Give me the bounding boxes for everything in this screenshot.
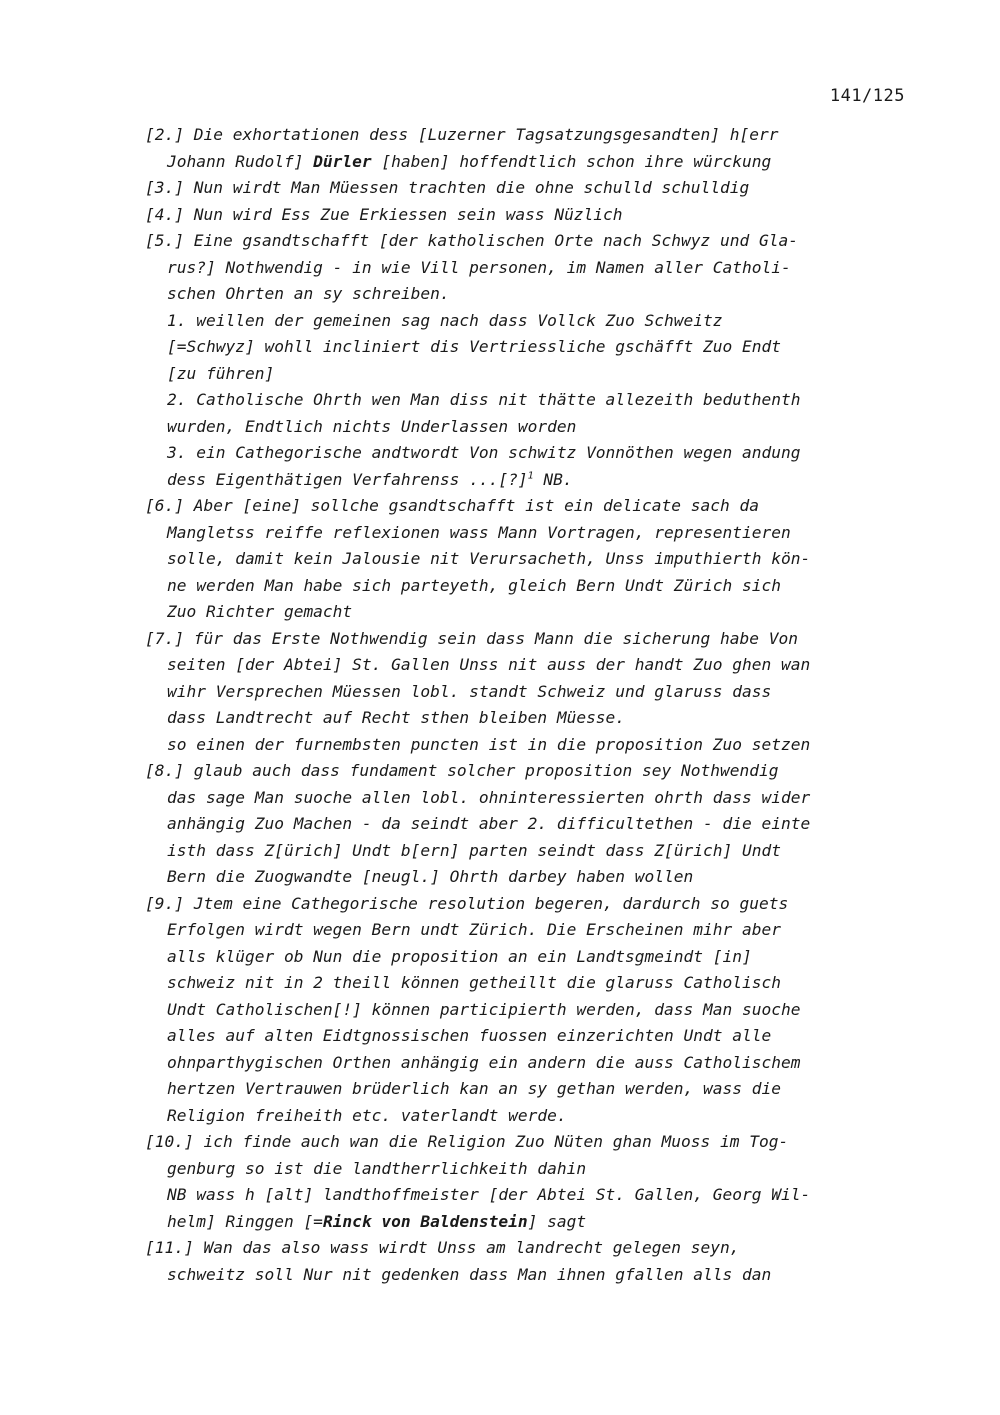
entry-line: ne werden Man habe sich parteyeth, gleich Bern Undt Zürich sich	[167, 575, 781, 595]
entry-line: [10.] ich finde auch wan die Religion Zuo Nüten ghan Muoss im Tog-	[145, 1132, 789, 1151]
entry-line: anhängig Zuo Machen - da seindt aber 2. difficultethen - die einte	[167, 814, 811, 833]
text-span: [haben] hoffendtlich schon ihre würckung	[371, 151, 772, 171]
entry-10	[145, 1129, 925, 1235]
entry-line: wurden, Endtlich nichts Underlassen worden	[167, 416, 577, 436]
entry-line: solle, damit kein Jalousie nit Verursacheth, Unss imputhierth kön-	[167, 549, 811, 568]
entry-line: Mangletss reiffe reflexionen wass Mann Vortragen, representieren	[167, 522, 791, 542]
entry-line: [11.] Wan das also wass wirdt Unss am landrecht gelegen seyn,	[145, 1238, 740, 1257]
text-span: dess Eigenthätigen Verfahrenss ...[?]	[167, 469, 528, 489]
entry-line: Erfolgen wirdt wegen Bern undt Zürich. Die Erscheinen mihr aber	[167, 920, 781, 939]
entry-3: [3.] Nun wirdt Man Müessen trachten die ohne schulld schulldig	[145, 178, 750, 197]
entry-line	[145, 149, 925, 176]
entry-line: 2. Catholische Ohrth wen Man diss nit thätte allezeith beduthenth	[167, 390, 801, 409]
entry-line: seiten [der Abtei] St. Gallen Unss nit auss der handt Zuo ghen wan	[167, 655, 811, 674]
entry-2	[145, 122, 925, 175]
entry-line: ohnparthygischen Orthen anhängig ein andern die auss Catholischem	[167, 1052, 801, 1072]
entry-line: dass Landtrecht auf Recht sthen bleiben Müesse.	[167, 708, 626, 727]
person-name-bold: Rinck von Baldenstein	[322, 1211, 528, 1231]
entry-line: [7.] für das Erste Nothwendig sein dass Mann die sicherung habe Von	[145, 628, 798, 648]
entry-line: [8.] glaub auch dass fundament solcher proposition sey Nothwendig	[145, 761, 779, 780]
entry-9	[145, 891, 925, 1130]
entry-line: [=Schwyz] wohll incliniert dis Vertriessliche gschäfft Zuo Endt	[167, 337, 781, 356]
entry-line: schweiz nit in 2 theill können getheillt die glaruss Catholisch	[167, 973, 781, 992]
text-span: ] sagt	[527, 1211, 587, 1231]
entry-line: alls klüger ob Nun die proposition an ein Landtsgmeindt [in]	[167, 946, 752, 966]
person-name-bold: Dürler	[313, 151, 372, 171]
text-span: NB.	[533, 469, 573, 489]
footnote-marker: 1	[527, 470, 534, 482]
entry-5	[145, 228, 925, 493]
entry-line: rus?] Nothwendig - in wie Vill personen, im Namen aller Catholi-	[167, 257, 791, 277]
entry-line: 1. weillen der gemeinen sag nach dass Vollck Zuo Schweitz	[167, 310, 723, 330]
entry-line	[145, 467, 925, 494]
entry-6	[145, 493, 925, 626]
entry-line: [5.] Eine gsandtschafft [der katholischen Orte nach Schwyz und Gla-	[145, 231, 798, 250]
entry-line: genburg so ist die landtherrlichkeith dahin	[167, 1158, 587, 1178]
text-span: helm] Ringgen [=	[167, 1211, 323, 1231]
entry-line: isth dass Z[ürich] Undt b[ern] parten seindt dass Z[ürich] Undt	[167, 840, 781, 860]
entry-8	[145, 758, 925, 891]
entry-line: Religion freiheith etc. vaterlandt werde.	[167, 1105, 567, 1125]
entry-line: wihr Versprechen Müessen lobl. standt Schweiz und glaruss dass	[167, 681, 772, 701]
page-number: 141/125	[829, 86, 905, 106]
entry-line: [zu führen]	[167, 363, 275, 383]
entry-line: schweitz soll Nur nit gedenken dass Man ihnen gfallen alls dan	[167, 1264, 772, 1284]
entry-line: [6.] Aber [eine] sollche gsandtschafft ist ein delicate sach da	[145, 496, 759, 515]
entry-line: schen Ohrten an sy schreiben.	[167, 284, 450, 303]
entry-line: [9.] Jtem eine Cathegorische resolution begeren, dardurch so guets	[145, 893, 789, 913]
entry-4: [4.] Nun wird Ess Zue Erkiessen sein wass Nüzlich	[145, 204, 623, 224]
entry-line: das sage Man suoche allen lobl. ohninteressierten ohrth dass wider	[167, 787, 811, 807]
entry-line: Undt Catholischen[!] können participierth werden, dass Man suoche	[167, 999, 801, 1019]
entry-7	[145, 626, 925, 759]
entry-line: alles auf alten Eidtgnossischen fuossen einzerichten Undt alle	[167, 1026, 772, 1045]
entry-line: so einen der furnembsten puncten ist in die proposition Zuo setzen	[167, 734, 811, 754]
entry-11	[145, 1235, 925, 1288]
entry-line: hertzen Vertrauwen brüderlich kan an sy gethan werden, wass die	[167, 1079, 781, 1098]
entry-line: 3. ein Cathegorische andtwordt Von schwitz Vonnöthen wegen andung	[167, 443, 801, 462]
entry-line: Zuo Richter gemacht	[167, 602, 353, 621]
text-span: Johann Rudolf]	[167, 151, 314, 171]
entry-line	[145, 1209, 925, 1236]
transcription-body	[145, 122, 925, 1288]
entry-line: [2.] Die exhortationen dess [Luzerner Tagsatzungsgesandten] h[err	[145, 125, 779, 144]
entry-line: Bern die Zuogwandte [neugl.] Ohrth darbey haben wollen	[167, 867, 694, 886]
entry-line: NB wass h [alt] landthoffmeister [der Abtei St. Gallen, Georg Wil-	[167, 1185, 811, 1204]
